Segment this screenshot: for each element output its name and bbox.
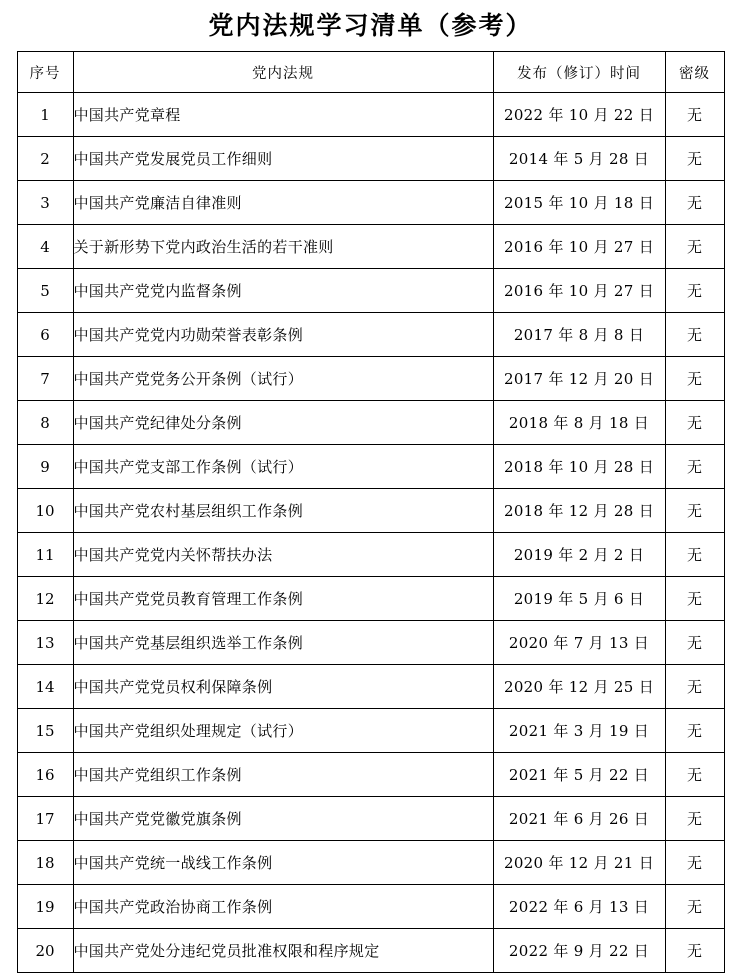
cell-seq: 15: [17, 709, 73, 753]
page-title: 党内法规学习清单（参考）: [208, 11, 533, 40]
cell-secrecy-level: 无: [665, 401, 724, 445]
table-row: [17, 665, 724, 709]
cell-seq: 16: [17, 753, 73, 797]
cell-secrecy-level: 无: [665, 797, 724, 841]
table-row: [17, 797, 724, 841]
table-row: [17, 357, 724, 401]
cell-seq: 9: [17, 445, 73, 489]
cell-secrecy-level: 无: [665, 621, 724, 665]
table-row: [17, 885, 724, 929]
cell-regulation-name: 中国共产党党员教育管理工作条例: [73, 577, 493, 621]
cell-regulation-name: 中国共产党党徽党旗条例: [73, 797, 493, 841]
cell-seq: 13: [17, 621, 73, 665]
cell-secrecy-level: 无: [665, 709, 724, 753]
cell-regulation-name: 中国共产党政治协商工作条例: [73, 885, 493, 929]
cell-secrecy-level: 无: [665, 665, 724, 709]
cell-regulation-name: 中国共产党党务公开条例（试行）: [73, 357, 493, 401]
cell-publish-date: 2017 年 8 月 8 日: [493, 313, 665, 357]
cell-publish-date: 2017 年 12 月 20 日: [493, 357, 665, 401]
cell-secrecy-level: 无: [665, 577, 724, 621]
table-row: [17, 533, 724, 577]
table-body: [17, 93, 724, 973]
cell-regulation-name: 中国共产党农村基层组织工作条例: [73, 489, 493, 533]
cell-regulation-name: 中国共产党党内关怀帮扶办法: [73, 533, 493, 577]
table-row: [17, 445, 724, 489]
column-header-date: 发布（修订）时间: [493, 52, 665, 93]
cell-secrecy-level: 无: [665, 357, 724, 401]
cell-publish-date: 2020 年 7 月 13 日: [493, 621, 665, 665]
cell-regulation-name: 中国共产党统一战线工作条例: [73, 841, 493, 885]
cell-secrecy-level: 无: [665, 137, 724, 181]
cell-regulation-name: 中国共产党党内监督条例: [73, 269, 493, 313]
cell-publish-date: 2016 年 10 月 27 日: [493, 269, 665, 313]
cell-regulation-name: 中国共产党发展党员工作细则: [73, 137, 493, 181]
cell-regulation-name: 中国共产党支部工作条例（试行）: [73, 445, 493, 489]
cell-secrecy-level: 无: [665, 93, 724, 137]
cell-publish-date: 2020 年 12 月 21 日: [493, 841, 665, 885]
table-row: [17, 753, 724, 797]
cell-seq: 19: [17, 885, 73, 929]
cell-secrecy-level: 无: [665, 181, 724, 225]
cell-regulation-name: 中国共产党党内功勋荣誉表彰条例: [73, 313, 493, 357]
column-header-level: 密级: [665, 52, 724, 93]
column-header-name: 党内法规: [73, 52, 493, 93]
cell-publish-date: 2021 年 5 月 22 日: [493, 753, 665, 797]
cell-secrecy-level: 无: [665, 841, 724, 885]
table-row: [17, 577, 724, 621]
cell-regulation-name: 中国共产党廉洁自律准则: [73, 181, 493, 225]
table-row: [17, 929, 724, 973]
cell-publish-date: 2022 年 6 月 13 日: [493, 885, 665, 929]
cell-seq: 3: [17, 181, 73, 225]
table-row: [17, 269, 724, 313]
cell-publish-date: 2019 年 2 月 2 日: [493, 533, 665, 577]
table-row: [17, 621, 724, 665]
cell-seq: 7: [17, 357, 73, 401]
cell-regulation-name: 中国共产党组织处理规定（试行）: [73, 709, 493, 753]
cell-secrecy-level: 无: [665, 445, 724, 489]
cell-seq: 10: [17, 489, 73, 533]
table-header-row: [17, 52, 724, 93]
cell-seq: 11: [17, 533, 73, 577]
table-header: [17, 52, 724, 93]
cell-regulation-name: 中国共产党章程: [73, 93, 493, 137]
column-header-seq: 序号: [17, 52, 73, 93]
table-row: [17, 137, 724, 181]
cell-secrecy-level: 无: [665, 533, 724, 577]
cell-publish-date: 2016 年 10 月 27 日: [493, 225, 665, 269]
cell-publish-date: 2022 年 9 月 22 日: [493, 929, 665, 973]
cell-publish-date: 2018 年 8 月 18 日: [493, 401, 665, 445]
cell-regulation-name: 中国共产党基层组织选举工作条例: [73, 621, 493, 665]
party-regulations-table: [17, 51, 725, 973]
table-row: [17, 841, 724, 885]
cell-seq: 18: [17, 841, 73, 885]
table-row: [17, 313, 724, 357]
cell-seq: 1: [17, 93, 73, 137]
cell-seq: 2: [17, 137, 73, 181]
cell-seq: 20: [17, 929, 73, 973]
cell-seq: 6: [17, 313, 73, 357]
cell-secrecy-level: 无: [665, 489, 724, 533]
cell-publish-date: 2019 年 5 月 6 日: [493, 577, 665, 621]
cell-secrecy-level: 无: [665, 269, 724, 313]
cell-regulation-name: 中国共产党纪律处分条例: [73, 401, 493, 445]
cell-seq: 5: [17, 269, 73, 313]
cell-regulation-name: 中国共产党组织工作条例: [73, 753, 493, 797]
cell-secrecy-level: 无: [665, 313, 724, 357]
cell-secrecy-level: 无: [665, 225, 724, 269]
cell-seq: 4: [17, 225, 73, 269]
table-row: [17, 225, 724, 269]
cell-publish-date: 2021 年 3 月 19 日: [493, 709, 665, 753]
cell-publish-date: 2014 年 5 月 28 日: [493, 137, 665, 181]
cell-publish-date: 2021 年 6 月 26 日: [493, 797, 665, 841]
cell-publish-date: 2022 年 10 月 22 日: [493, 93, 665, 137]
cell-secrecy-level: 无: [665, 753, 724, 797]
cell-publish-date: 2015 年 10 月 18 日: [493, 181, 665, 225]
cell-regulation-name: 中国共产党处分违纪党员批准权限和程序规定: [73, 929, 493, 973]
cell-publish-date: 2020 年 12 月 25 日: [493, 665, 665, 709]
cell-regulation-name: 中国共产党党员权利保障条例: [73, 665, 493, 709]
cell-seq: 8: [17, 401, 73, 445]
cell-secrecy-level: 无: [665, 929, 724, 973]
cell-regulation-name: 关于新形势下党内政治生活的若干准则: [73, 225, 493, 269]
table-row: [17, 401, 724, 445]
table-row: [17, 181, 724, 225]
table-row: [17, 709, 724, 753]
table-row: [17, 489, 724, 533]
cell-seq: 14: [17, 665, 73, 709]
table-row: [17, 93, 724, 137]
cell-seq: 17: [17, 797, 73, 841]
cell-publish-date: 2018 年 12 月 28 日: [493, 489, 665, 533]
cell-secrecy-level: 无: [665, 885, 724, 929]
cell-seq: 12: [17, 577, 73, 621]
cell-publish-date: 2018 年 10 月 28 日: [493, 445, 665, 489]
